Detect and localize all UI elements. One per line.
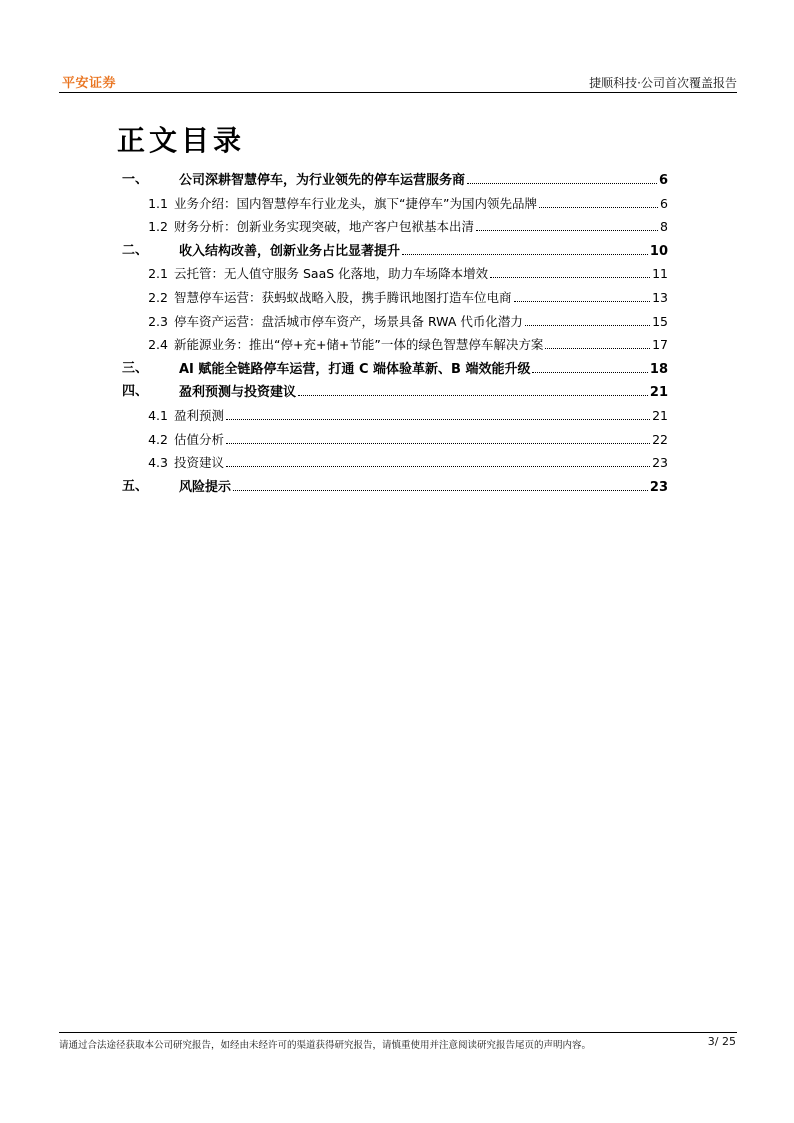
toc-leader-dots (233, 477, 648, 491)
toc-entry-page: 23 (652, 455, 668, 471)
toc-entry-number: 1.1 (148, 195, 168, 211)
toc-entry[interactable] (0, 359, 794, 379)
toc-entry-page: 22 (652, 431, 668, 447)
toc-entry-text: 盈利预测 (174, 408, 225, 423)
toc-entry-page: 21 (649, 385, 668, 401)
toc-leader-dots (226, 430, 650, 444)
toc-leader-dots (226, 406, 650, 420)
toc-title: 正文目录 (117, 124, 246, 157)
report-title: 捷顺科技·公司首次覆盖报告 (589, 76, 737, 90)
toc-entry-number: 一、 (122, 172, 149, 187)
toc-entry[interactable] (0, 194, 794, 214)
toc-entry[interactable] (0, 264, 794, 284)
toc-leader-dots (402, 241, 648, 255)
toc-leader-dots (490, 264, 650, 278)
toc-entry-page: 15 (652, 313, 668, 329)
toc-entry[interactable] (0, 453, 794, 473)
toc-leader-dots (476, 217, 658, 231)
toc-entry-number: 二、 (122, 242, 149, 258)
toc-leader-dots (539, 194, 658, 208)
toc-entry-number: 2.2 (148, 290, 168, 305)
toc-entry[interactable] (0, 335, 794, 355)
toc-entry-number: 4.1 (148, 408, 168, 423)
toc-entry[interactable] (0, 382, 794, 402)
toc-entry-number: 三、 (122, 360, 149, 376)
toc-leader-dots (514, 288, 651, 302)
page-header (59, 66, 737, 93)
toc-entry-page: 6 (660, 195, 668, 211)
toc-leader-dots (532, 359, 647, 373)
toc-entry-text: 业务介绍：国内智慧停车行业龙头，旗下“捷停车”为国内领先品牌 (174, 195, 537, 211)
toc-entry-page: 8 (660, 219, 668, 235)
toc-entry[interactable] (0, 217, 794, 237)
toc-entry-page: 13 (652, 290, 668, 305)
toc-entry-number: 2.3 (148, 313, 168, 329)
toc-entry[interactable] (0, 170, 794, 190)
toc-entry[interactable] (0, 406, 794, 426)
toc-leader-dots (298, 382, 648, 396)
toc-entry-number: 五、 (122, 478, 149, 494)
footer-disclaimer: 请通过合法途径获取本公司研究报告，如经由未经许可的渠道获得研究报告，请慎重使用并注意阅读研究报告尾页的声明内容。 (59, 1040, 592, 1051)
toc-entry-text: 盈利预测与投资建议 (179, 385, 297, 401)
toc-entry-text: 估值分析 (174, 431, 225, 447)
toc-entry-number: 四、 (122, 384, 149, 400)
toc-entry-number: 2.4 (148, 337, 168, 353)
toc-entry-number: 4.3 (148, 455, 168, 471)
toc-entry-page: 17 (652, 337, 668, 353)
toc-entry-page: 10 (649, 243, 668, 259)
toc-entry-number: 1.2 (148, 219, 168, 235)
footer-divider (59, 1032, 737, 1033)
toc-entry[interactable] (0, 477, 794, 497)
toc-entry-number: 2.1 (148, 266, 168, 282)
toc-leader-dots (545, 335, 650, 349)
toc-entry-text: 云托管：无人值守服务 SaaS 化落地，助力车场降本增效 (174, 266, 489, 282)
toc-entry-text: 停车资产运营：盘活城市停车资产，场景具备 RWA 代币化潜力 (174, 313, 523, 329)
toc-entry-number: 4.2 (148, 431, 168, 447)
toc-leader-dots (525, 312, 650, 326)
toc-entry[interactable] (0, 241, 794, 261)
page-number: 3/ 25 (707, 1035, 736, 1048)
toc-entry-page: 11 (652, 266, 668, 282)
toc-entry-text: 财务分析：创新业务实现突破，地产客户包袱基本出清 (174, 219, 475, 235)
toc-entry-page: 21 (652, 408, 668, 423)
toc-entry-text: AI 赋能全链路停车运营，打通 C 端体验革新、B 端效能升级 (179, 361, 531, 377)
toc-entry[interactable] (0, 288, 794, 308)
toc-entry-text: 智慧停车运营：获蚂蚁战略入股，携手腾讯地图打造车位电商 (174, 290, 512, 305)
toc-entry[interactable] (0, 430, 794, 450)
toc-entry-page: 18 (649, 361, 668, 377)
brand-logo: 平安证券 (62, 76, 117, 91)
toc-entry-text: 投资建议 (174, 455, 225, 471)
toc-entry-page: 6 (658, 173, 668, 188)
toc-leader-dots (467, 170, 657, 184)
toc-entry[interactable] (0, 312, 794, 332)
toc-entry-text: 收入结构改善，创新业务占比显著提升 (179, 243, 401, 259)
toc-entry-text: 公司深耕智慧停车，为行业领先的停车运营服务商 (179, 173, 466, 188)
toc-entry-text: 新能源业务：推出“停+充+储+节能”一体的绿色智慧停车解决方案 (174, 337, 544, 353)
toc-entry-page: 23 (649, 479, 668, 495)
toc-leader-dots (226, 453, 650, 467)
toc-entry-text: 风险提示 (179, 479, 232, 495)
